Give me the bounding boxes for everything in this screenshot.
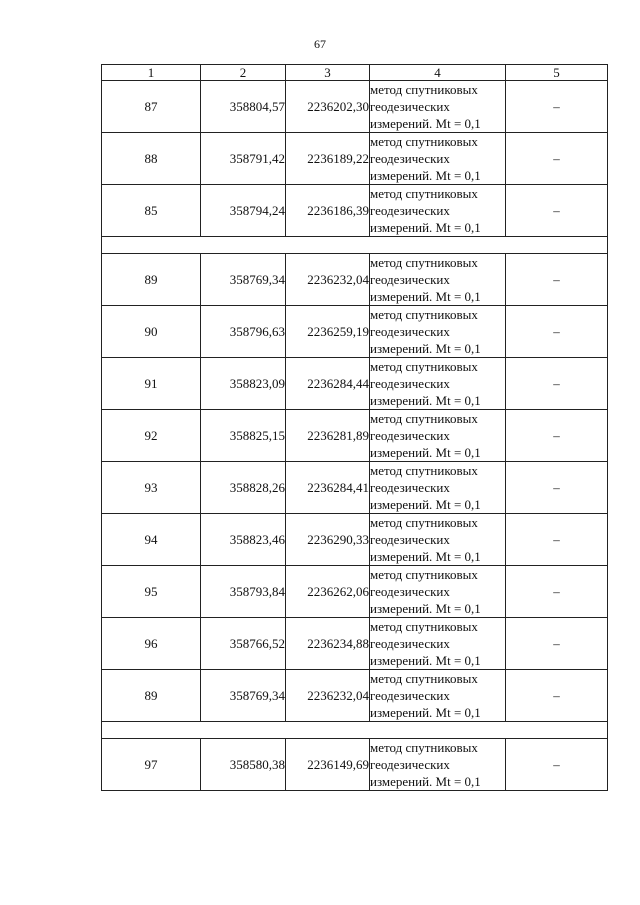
- table-row: [102, 514, 608, 566]
- note-cell: –: [506, 254, 608, 306]
- method-line: измерений. Mt = 0,1: [370, 116, 481, 131]
- method-line: измерений. Mt = 0,1: [370, 445, 481, 460]
- separator-row: [102, 722, 608, 739]
- column-header: 2: [201, 65, 286, 81]
- point-number-cell: 97: [102, 739, 201, 791]
- table-row: [102, 462, 608, 514]
- point-number-cell: 94: [102, 514, 201, 566]
- method-cell: [370, 462, 506, 514]
- note-cell: –: [506, 739, 608, 791]
- separator-cell: [102, 237, 608, 254]
- point-number-cell: 95: [102, 566, 201, 618]
- method-cell: [370, 739, 506, 791]
- column-header: 1: [102, 65, 201, 81]
- method-line: измерений. Mt = 0,1: [370, 289, 481, 304]
- x-coordinate-cell: 358793,84: [201, 566, 286, 618]
- x-coordinate-cell: 358796,63: [201, 306, 286, 358]
- separator-cell: [102, 722, 608, 739]
- method-line: метод спутниковых: [370, 255, 478, 270]
- x-coordinate-cell: 358791,42: [201, 133, 286, 185]
- y-coordinate-cell: 2236259,19: [286, 306, 370, 358]
- table-row: [102, 358, 608, 410]
- note-cell: –: [506, 185, 608, 237]
- y-coordinate-cell: 2236284,44: [286, 358, 370, 410]
- method-line: измерений. Mt = 0,1: [370, 653, 481, 668]
- note-cell: –: [506, 462, 608, 514]
- point-number-cell: 91: [102, 358, 201, 410]
- note-cell: –: [506, 618, 608, 670]
- point-number-cell: 89: [102, 670, 201, 722]
- note-cell: –: [506, 566, 608, 618]
- method-line: метод спутниковых: [370, 619, 478, 634]
- method-line: геодезических: [370, 428, 450, 443]
- y-coordinate-cell: 2236262,06: [286, 566, 370, 618]
- table-row: [102, 566, 608, 618]
- method-line: метод спутниковых: [370, 134, 478, 149]
- method-line: метод спутниковых: [370, 411, 478, 426]
- method-line: измерений. Mt = 0,1: [370, 549, 481, 564]
- method-line: геодезических: [370, 272, 450, 287]
- table-row: [102, 185, 608, 237]
- method-line: метод спутниковых: [370, 515, 478, 530]
- y-coordinate-cell: 2236202,30: [286, 81, 370, 133]
- method-line: измерений. Mt = 0,1: [370, 220, 481, 235]
- coordinates-table: [101, 64, 608, 791]
- note-cell: –: [506, 81, 608, 133]
- x-coordinate-cell: 358766,52: [201, 618, 286, 670]
- y-coordinate-cell: 2236189,22: [286, 133, 370, 185]
- method-cell: [370, 81, 506, 133]
- method-line: метод спутниковых: [370, 82, 478, 97]
- method-line: геодезических: [370, 532, 450, 547]
- method-line: метод спутниковых: [370, 307, 478, 322]
- method-line: измерений. Mt = 0,1: [370, 705, 481, 720]
- method-line: геодезических: [370, 584, 450, 599]
- method-line: геодезических: [370, 636, 450, 651]
- table-row: [102, 81, 608, 133]
- note-cell: –: [506, 306, 608, 358]
- method-cell: [370, 618, 506, 670]
- method-line: геодезических: [370, 151, 450, 166]
- point-number-cell: 93: [102, 462, 201, 514]
- method-line: геодезических: [370, 757, 450, 772]
- y-coordinate-cell: 2236232,04: [286, 254, 370, 306]
- point-number-cell: 90: [102, 306, 201, 358]
- x-coordinate-cell: 358580,38: [201, 739, 286, 791]
- y-coordinate-cell: 2236186,39: [286, 185, 370, 237]
- y-coordinate-cell: 2236290,33: [286, 514, 370, 566]
- method-line: геодезических: [370, 480, 450, 495]
- method-line: метод спутниковых: [370, 186, 478, 201]
- method-cell: [370, 566, 506, 618]
- x-coordinate-cell: 358825,15: [201, 410, 286, 462]
- method-cell: [370, 670, 506, 722]
- method-line: геодезических: [370, 324, 450, 339]
- point-number-cell: 89: [102, 254, 201, 306]
- method-line: метод спутниковых: [370, 567, 478, 582]
- column-header: 3: [286, 65, 370, 81]
- point-number-cell: 85: [102, 185, 201, 237]
- note-cell: –: [506, 133, 608, 185]
- method-cell: [370, 358, 506, 410]
- x-coordinate-cell: 358828,26: [201, 462, 286, 514]
- page-number: 67: [314, 37, 326, 51]
- separator-row: [102, 237, 608, 254]
- method-cell: [370, 254, 506, 306]
- table-row: [102, 670, 608, 722]
- y-coordinate-cell: 2236284,41: [286, 462, 370, 514]
- method-line: измерений. Mt = 0,1: [370, 341, 481, 356]
- note-cell: –: [506, 410, 608, 462]
- method-line: измерений. Mt = 0,1: [370, 774, 481, 789]
- column-header: 4: [370, 65, 506, 81]
- method-cell: [370, 514, 506, 566]
- note-cell: –: [506, 358, 608, 410]
- method-line: геодезических: [370, 376, 450, 391]
- x-coordinate-cell: 358823,46: [201, 514, 286, 566]
- method-line: геодезических: [370, 99, 450, 114]
- y-coordinate-cell: 2236149,69: [286, 739, 370, 791]
- table-row: [102, 254, 608, 306]
- table-header-row: [102, 65, 608, 81]
- method-cell: [370, 185, 506, 237]
- method-line: метод спутниковых: [370, 463, 478, 478]
- x-coordinate-cell: 358823,09: [201, 358, 286, 410]
- x-coordinate-cell: 358794,24: [201, 185, 286, 237]
- method-cell: [370, 133, 506, 185]
- method-line: геодезических: [370, 203, 450, 218]
- point-number-cell: 92: [102, 410, 201, 462]
- note-cell: –: [506, 670, 608, 722]
- y-coordinate-cell: 2236234,88: [286, 618, 370, 670]
- method-line: метод спутниковых: [370, 740, 478, 755]
- x-coordinate-cell: 358804,57: [201, 81, 286, 133]
- method-cell: [370, 306, 506, 358]
- method-line: измерений. Mt = 0,1: [370, 601, 481, 616]
- method-line: измерений. Mt = 0,1: [370, 497, 481, 512]
- point-number-cell: 87: [102, 81, 201, 133]
- method-line: метод спутниковых: [370, 359, 478, 374]
- point-number-cell: 96: [102, 618, 201, 670]
- y-coordinate-cell: 2236281,89: [286, 410, 370, 462]
- coordinates-table-body: [102, 65, 608, 791]
- table-row: [102, 133, 608, 185]
- table-row: [102, 739, 608, 791]
- x-coordinate-cell: 358769,34: [201, 670, 286, 722]
- x-coordinate-cell: 358769,34: [201, 254, 286, 306]
- table-row: [102, 306, 608, 358]
- y-coordinate-cell: 2236232,04: [286, 670, 370, 722]
- method-cell: [370, 410, 506, 462]
- table-row: [102, 410, 608, 462]
- note-cell: –: [506, 514, 608, 566]
- point-number-cell: 88: [102, 133, 201, 185]
- method-line: измерений. Mt = 0,1: [370, 393, 481, 408]
- method-line: геодезических: [370, 688, 450, 703]
- column-header: 5: [506, 65, 608, 81]
- method-line: измерений. Mt = 0,1: [370, 168, 481, 183]
- method-line: метод спутниковых: [370, 671, 478, 686]
- table-row: [102, 618, 608, 670]
